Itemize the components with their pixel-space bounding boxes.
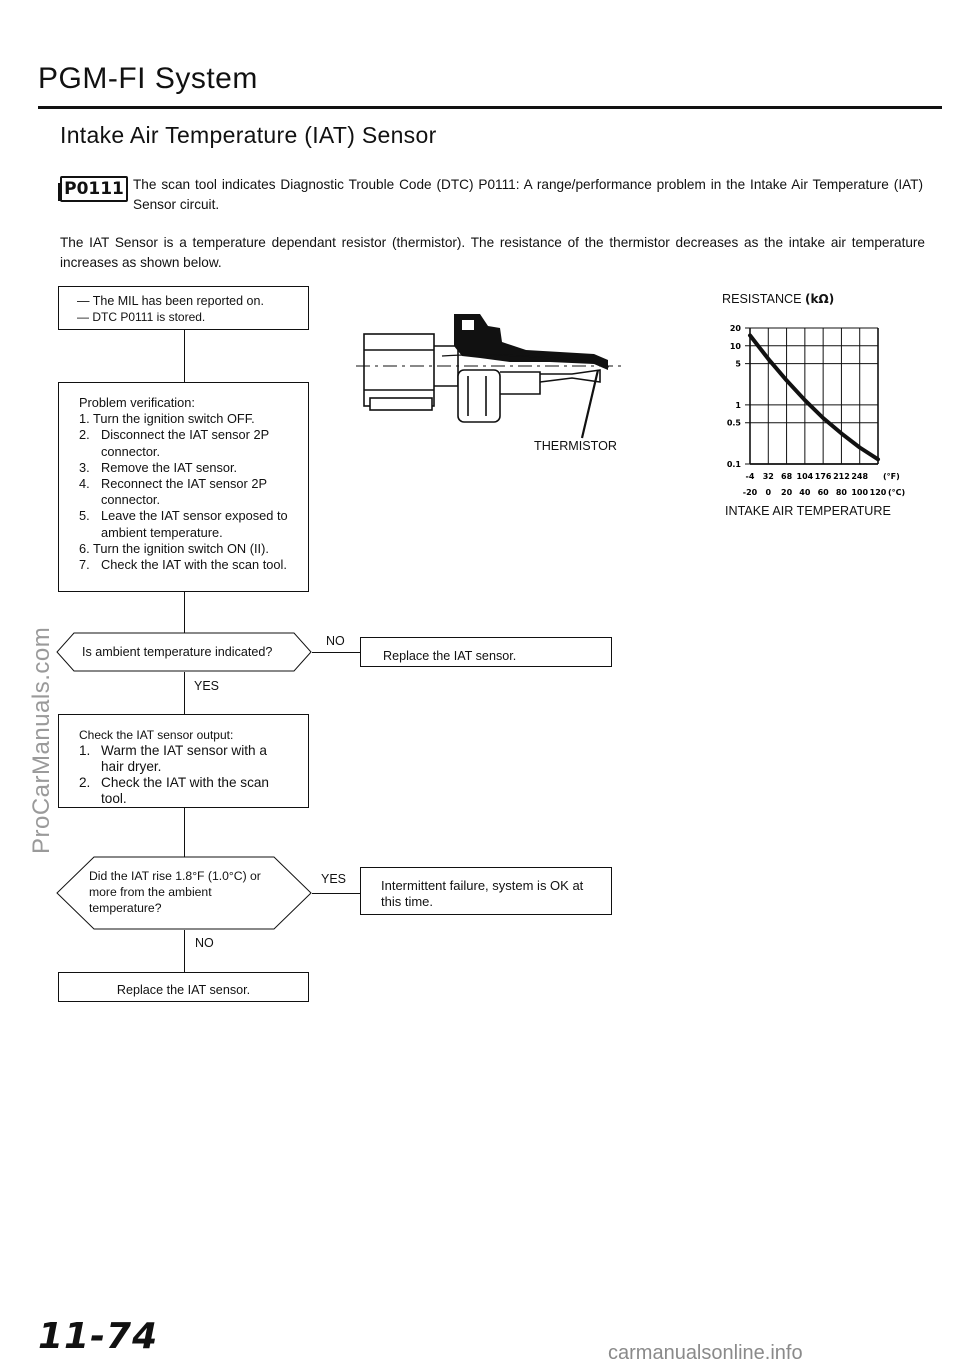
chart-xtick-label-f: 248: [851, 472, 869, 481]
page-subtitle: Intake Air Temperature (IAT) Sensor: [60, 122, 437, 148]
chart-xtick-label-f: 176: [814, 472, 832, 481]
chart-xtick-label-f: 32: [762, 472, 774, 481]
chart-xunit-f: (°F): [883, 472, 900, 481]
chart-series-line: [750, 335, 878, 459]
chart-ytick-label: 10: [729, 341, 741, 351]
start-box: [58, 286, 309, 330]
resistance-chart: [714, 314, 914, 510]
chart-ylabel-unit: (kΩ): [805, 292, 835, 306]
decision-rise-text: Did the IAT rise 1.8°F (1.0°C) or more from the ambient temperature?: [89, 869, 261, 915]
iat-sensor-illustration: [350, 306, 630, 446]
verification-step: 3. Remove the IAT sensor.: [79, 459, 238, 475]
chart-xtick-label-f: 68: [781, 472, 793, 481]
decision-ambient-text: Is ambient temperature indicated?: [82, 645, 273, 659]
chart-xtick-label-c: 80: [835, 488, 847, 497]
dtc-code-badge: P0111: [60, 176, 128, 202]
dtc-description: The scan tool indicates Diagnostic Trouble Code (DTC) P0111: A range/performance problem in the Intake Air Temperature (IAT) Sensor circuit.: [133, 177, 923, 212]
chart-ylabel: RESISTANCE (kΩ): [722, 292, 835, 306]
result-intermittent: [360, 867, 612, 915]
verification-step: 2. Disconnect the IAT sensor 2P connector.: [79, 427, 269, 459]
check-step: 1. Warm the IAT sensor with a hair dryer.: [79, 743, 267, 774]
side-watermark: ProCarManuals.com: [28, 626, 55, 854]
check-output-steps: [79, 743, 290, 807]
flow-connector: [184, 808, 185, 858]
chart-xtick-label-c: 120: [869, 488, 887, 497]
verification-step: 6. Turn the ignition switch ON (II).: [79, 540, 269, 556]
result-text: Intermittent failure, system is OK at this time.: [381, 878, 584, 909]
decision-rise-yes: YES: [321, 872, 347, 886]
start-line-mil: — The MIL has been reported on.: [77, 294, 264, 308]
verification-step: 5. Leave the IAT sensor exposed to ambient temperature.: [79, 508, 288, 540]
page-number: 11-74: [38, 1316, 159, 1357]
chart-xlabel: INTAKE AIR TEMPERATURE: [725, 504, 891, 518]
chart-xunit-c: (°C): [888, 488, 906, 497]
thermistor-label: THERMISTOR: [534, 439, 618, 453]
check-output-title: Check the IAT sensor output:: [79, 728, 234, 742]
chart-xtick-label-c: 60: [817, 488, 829, 497]
intro-paragraph: The IAT Sensor is a temperature dependant resistor (thermistor). The resistance of the thermistor decreases as the intake air temperature increases as shown below.: [60, 235, 925, 270]
flow-connector: [312, 893, 360, 894]
section-title: PGM-FI System: [38, 62, 258, 95]
start-line-dtc: — DTC P0111 is stored.: [77, 310, 206, 324]
flow-connector: [184, 930, 185, 972]
result-text: Replace the IAT sensor.: [383, 649, 517, 663]
verification-step: 4. Reconnect the IAT sensor 2P connector.: [79, 476, 267, 508]
chart-ytick-label: 20: [729, 324, 741, 333]
chart-xtick-label-c: -20: [742, 488, 758, 497]
check-output-box: [58, 714, 309, 808]
chart-xtick-label-f: 104: [796, 472, 814, 481]
verification-title: Problem verification:: [79, 395, 195, 410]
result-text: Replace the IAT sensor.: [116, 983, 251, 997]
flow-connector: [312, 652, 360, 653]
flow-connector: [184, 672, 185, 714]
verification-box: [58, 382, 309, 592]
chart-xtick-label-c: 100: [851, 488, 869, 497]
decision-rise-no: NO: [195, 936, 214, 950]
result-replace-sensor-2: [58, 972, 309, 1002]
chart-xtick-label-c: 0: [765, 488, 772, 497]
chart-ytick-label: 0.1: [726, 460, 741, 469]
verification-steps: [79, 411, 290, 573]
chart-ytick-label: 0.5: [726, 418, 741, 428]
footer-watermark: carmanualsonline.info: [608, 1342, 803, 1364]
header-rule: [38, 106, 942, 109]
chart-xtick-label-f: -4: [745, 472, 755, 481]
flow-connector: [184, 330, 185, 382]
verification-step: 7. Check the IAT with the scan tool.: [79, 557, 287, 573]
chart-ytick-label: 1: [735, 400, 741, 410]
decision-ambient-yes: YES: [194, 679, 220, 693]
verification-step: 1. Turn the ignition switch OFF.: [79, 411, 255, 427]
check-step: 2. Check the IAT with the scan tool.: [79, 775, 269, 806]
chart-xtick-label-c: 20: [781, 488, 793, 497]
flow-connector: [184, 592, 185, 634]
chart-ytick-label: 5: [735, 359, 741, 369]
chart-xtick-label-c: 40: [799, 488, 811, 497]
result-replace-sensor-1: [360, 637, 612, 667]
chart-xtick-label-f: 212: [833, 472, 850, 481]
decision-ambient-no: NO: [326, 634, 345, 648]
